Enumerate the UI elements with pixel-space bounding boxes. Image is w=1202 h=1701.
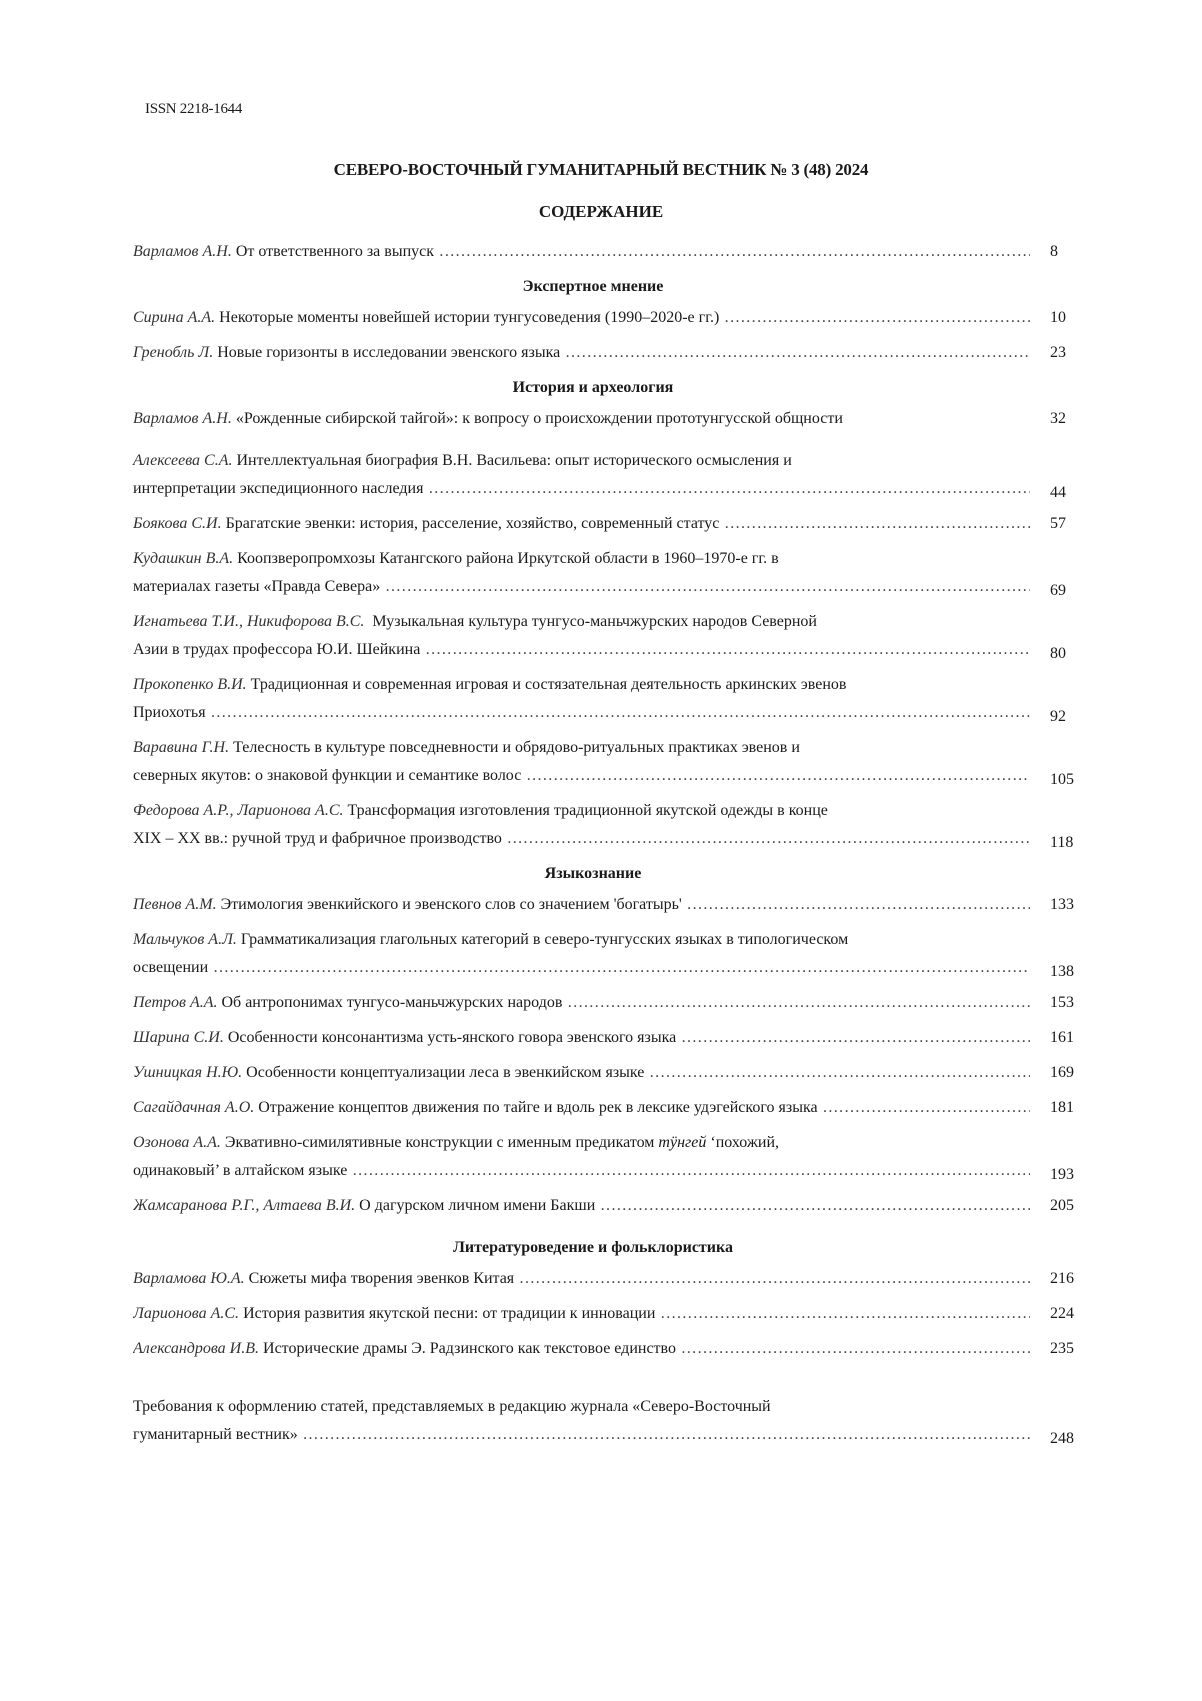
entry-author: Ларионова А.С.	[133, 1305, 240, 1322]
entry-page: 105	[1050, 771, 1074, 788]
entry-page: 118	[1050, 834, 1074, 851]
entry-title: Об антропонимах тунгусо-маньчжурских народов	[221, 994, 563, 1011]
entry-title-line1: Требования к оформлению статей, представляемых в редакцию журнала «Северо-Восточный	[133, 1398, 771, 1415]
entry-page: 44	[1050, 484, 1066, 501]
toc-entry[interactable]	[133, 1335, 1093, 1363]
dot-leader	[719, 515, 1030, 532]
dot-leader	[521, 767, 1030, 784]
entry-title-line1: Интеллектуальная биография В.Н. Васильева: опыт исторического осмысления и	[236, 452, 792, 469]
dot-leader	[502, 830, 1030, 847]
dot-leader	[347, 1162, 1030, 1179]
entry-page: 248	[1050, 1430, 1074, 1447]
entry-author: Боякова С.И.	[133, 515, 222, 532]
entry-author: Озонова А.А.	[133, 1134, 221, 1151]
entry-title-line2: XIX – XX вв.: ручной труд и фабричное производство	[133, 830, 502, 847]
entry-page: 57	[1050, 515, 1066, 532]
table-of-contents	[133, 238, 1093, 1456]
entry-title-line2: освещении	[133, 959, 209, 976]
dot-leader	[595, 1197, 1030, 1214]
section-heading-literary-studies: Литературоведение и фольклористика	[453, 1239, 733, 1256]
toc-entry[interactable]	[133, 989, 1093, 1017]
journal-title: СЕВЕРО-ВОСТОЧНЫЙ ГУМАНИТАРНЫЙ ВЕСТНИК № 3 (48) 2024	[333, 160, 869, 179]
toc-entry[interactable]	[133, 926, 1093, 982]
entry-title-line1: Грамматикализация глагольных категорий в северо-тунгусских языках в типологическом	[240, 931, 849, 948]
dot-leader	[644, 1064, 1030, 1081]
entry-title-line1: Традиционная и современная игровая и состязательная деятельность аркинских эвенов	[250, 676, 847, 693]
entry-page: 235	[1050, 1340, 1074, 1357]
toc-entry[interactable]	[133, 671, 1093, 727]
entry-title: О дагурском личном имени Бакши	[359, 1197, 596, 1214]
entry-author: Певнов А.М.	[133, 896, 217, 913]
toc-entry[interactable]	[133, 1094, 1093, 1122]
issn: ISSN 2218-1644	[145, 101, 243, 117]
entry-title-line2: северных якутов: о знаковой функции и семантике волос	[133, 767, 522, 784]
entry-title: Отражение концептов движения по тайге и вдоль рек в лексике удэгейского языка	[258, 1099, 818, 1116]
entry-title-term: тÿнгей	[658, 1134, 707, 1151]
entry-page: 10	[1050, 309, 1066, 326]
entry-author: Сирина А.А.	[133, 309, 216, 326]
dot-leader	[562, 994, 1030, 1011]
entry-author: Шарина С.И.	[133, 1029, 224, 1046]
entry-title: Новые горизонты в исследовании эвенского языка	[217, 344, 561, 361]
toc-entry[interactable]	[133, 891, 1093, 919]
entry-title: Этимология эвенкийского и эвенского слов со значением 'богатырь'	[220, 896, 682, 913]
entry-title-line1: Трансформация изготовления традиционной якутской одежды в конце	[347, 802, 828, 819]
entry-title: История развития якутской песни: от традиции к инновации	[243, 1305, 656, 1322]
entry-page: 133	[1050, 896, 1074, 913]
entry-page: 216	[1050, 1270, 1074, 1287]
entry-title: Некоторые моменты новейшей истории тунгусоведения (1990–2020-е гг.)	[219, 309, 720, 326]
entry-page: 80	[1050, 645, 1066, 662]
entry-page: 138	[1050, 963, 1074, 980]
entry-title: Исторические драмы Э. Радзинского как текстовое единство	[263, 1340, 676, 1357]
entry-page: 69	[1050, 582, 1066, 599]
entry-author: Петров А.А.	[133, 994, 218, 1011]
entry-title-line2: материалах газеты «Правда Севера»	[133, 578, 381, 595]
entry-title-line2: Азии в трудах профессора Ю.И. Шейкина	[133, 641, 421, 658]
entry-author: Варламов А.Н.	[133, 410, 232, 427]
entry-author: Мальчуков А.Л.	[133, 931, 237, 948]
entry-title: Особенности концептуализации леса в эвенкийском языке	[246, 1064, 645, 1081]
toc-entry[interactable]	[133, 797, 1093, 853]
entry-page: 153	[1050, 994, 1074, 1011]
entry-page: 181	[1050, 1099, 1074, 1116]
entry-title: «Рожденные сибирской тайгой»: к вопросу о происхождении прототунгусской общности	[235, 410, 843, 427]
dot-leader	[380, 578, 1030, 595]
dot-leader	[423, 480, 1030, 497]
toc-entry[interactable]	[133, 447, 1093, 503]
entry-author: Алексеева С.А.	[133, 452, 233, 469]
dot-leader	[719, 309, 1030, 326]
entry-author: Игнатьева Т.И., Никифорова В.С.	[133, 613, 365, 630]
toc-entry[interactable]	[133, 1129, 1093, 1185]
toc-entry[interactable]	[133, 339, 1093, 367]
entry-author: Гренобль Л.	[133, 344, 214, 361]
entry-page: 8	[1050, 243, 1058, 260]
section-heading-expert-opinion: Экспертное мнение	[522, 278, 664, 295]
entry-page: 224	[1050, 1305, 1074, 1322]
entry-author: Сагайдачная А.О.	[133, 1099, 255, 1116]
dot-leader	[818, 1099, 1030, 1116]
entry-page: 205	[1050, 1197, 1074, 1214]
dot-leader	[206, 704, 1030, 721]
toc-entry[interactable]	[133, 545, 1093, 601]
toc-entry-requirements[interactable]	[133, 1393, 1093, 1449]
toc-entry[interactable]	[133, 1024, 1093, 1052]
entry-author: Федорова А.Р., Ларионова А.С.	[133, 802, 344, 819]
dot-leader	[434, 243, 1030, 260]
dot-leader	[560, 344, 1030, 361]
entry-author: Жамсаранова Р.Г., Алтаева В.И.	[133, 1197, 356, 1214]
dot-leader	[682, 896, 1030, 913]
toc-entry[interactable]	[133, 1300, 1093, 1328]
dot-leader	[655, 1305, 1030, 1322]
entry-author: Кудашкин В.А.	[133, 550, 234, 567]
dot-leader	[676, 1029, 1030, 1046]
entry-author: Варламов А.Н.	[133, 243, 232, 260]
toc-entry[interactable]	[133, 608, 1093, 664]
toc-entry[interactable]	[133, 1192, 1093, 1220]
entry-page: 193	[1050, 1166, 1074, 1183]
entry-title: Брагатские эвенки: история, расселение, хозяйство, современный статус	[225, 515, 720, 532]
section-heading-linguistics: Языкознание	[544, 865, 642, 882]
toc-entry[interactable]	[133, 304, 1093, 332]
entry-author: Варавина Г.Н.	[133, 739, 230, 756]
section-heading-history-archaeology: История и археология	[512, 379, 674, 396]
entry-title-line2: одинаковый’ в алтайском языке	[133, 1162, 348, 1179]
entry-author: Ушницкая Н.Ю.	[133, 1064, 243, 1081]
entry-page: 161	[1050, 1029, 1074, 1046]
entry-title: От ответственного за выпуск	[235, 243, 435, 260]
entry-title: Особенности консонантизма усть-янского говора эвенского языка	[227, 1029, 677, 1046]
dot-leader	[514, 1270, 1030, 1287]
dot-leader	[298, 1426, 1030, 1443]
entry-author: Прокопенко В.И.	[133, 676, 247, 693]
entry-title-line1: Телесность в культуре повседневности и обрядово-ритуальных практиках эвенов и	[233, 739, 800, 756]
dot-leader	[676, 1340, 1030, 1357]
entry-page: 92	[1050, 708, 1066, 725]
entry-page: 32	[1050, 410, 1066, 427]
entry-author: Александрова И.В.	[133, 1340, 260, 1357]
dot-leader	[208, 959, 1030, 976]
toc-entry[interactable]	[133, 734, 1093, 790]
entry-title-line2: Приохотья	[133, 704, 206, 721]
contents-title: СОДЕРЖАНИЕ	[538, 202, 664, 221]
entry-title-line2: интерпретации экспедиционного наследия	[133, 480, 424, 497]
entry-title-line1: Музыкальная культура тунгусо-маньчжурских народов Северной	[372, 613, 817, 630]
entry-title: Сюжеты мифа творения эвенков Китая	[248, 1270, 515, 1287]
toc-entry[interactable]	[133, 238, 1093, 266]
dot-leader	[420, 641, 1030, 658]
toc-entry[interactable]	[133, 510, 1093, 538]
entry-title-line1-post: ‘похожий,	[710, 1134, 780, 1151]
entry-title-line1: Коопзверопромхозы Катангского района Иркутской области в 1960–1970-е гг. в	[237, 550, 779, 567]
entry-title-line2: гуманитарный вестник»	[133, 1426, 298, 1443]
entry-page: 169	[1050, 1064, 1074, 1081]
toc-entry[interactable]	[133, 1059, 1093, 1087]
entry-title-line1: Эквативно-симилятивные конструкции с именным предикатом	[224, 1134, 655, 1151]
entry-author: Варламова Ю.А.	[133, 1270, 245, 1287]
toc-entry[interactable]	[133, 1265, 1093, 1293]
toc-entry[interactable]	[133, 405, 1093, 433]
entry-page: 23	[1050, 344, 1066, 361]
